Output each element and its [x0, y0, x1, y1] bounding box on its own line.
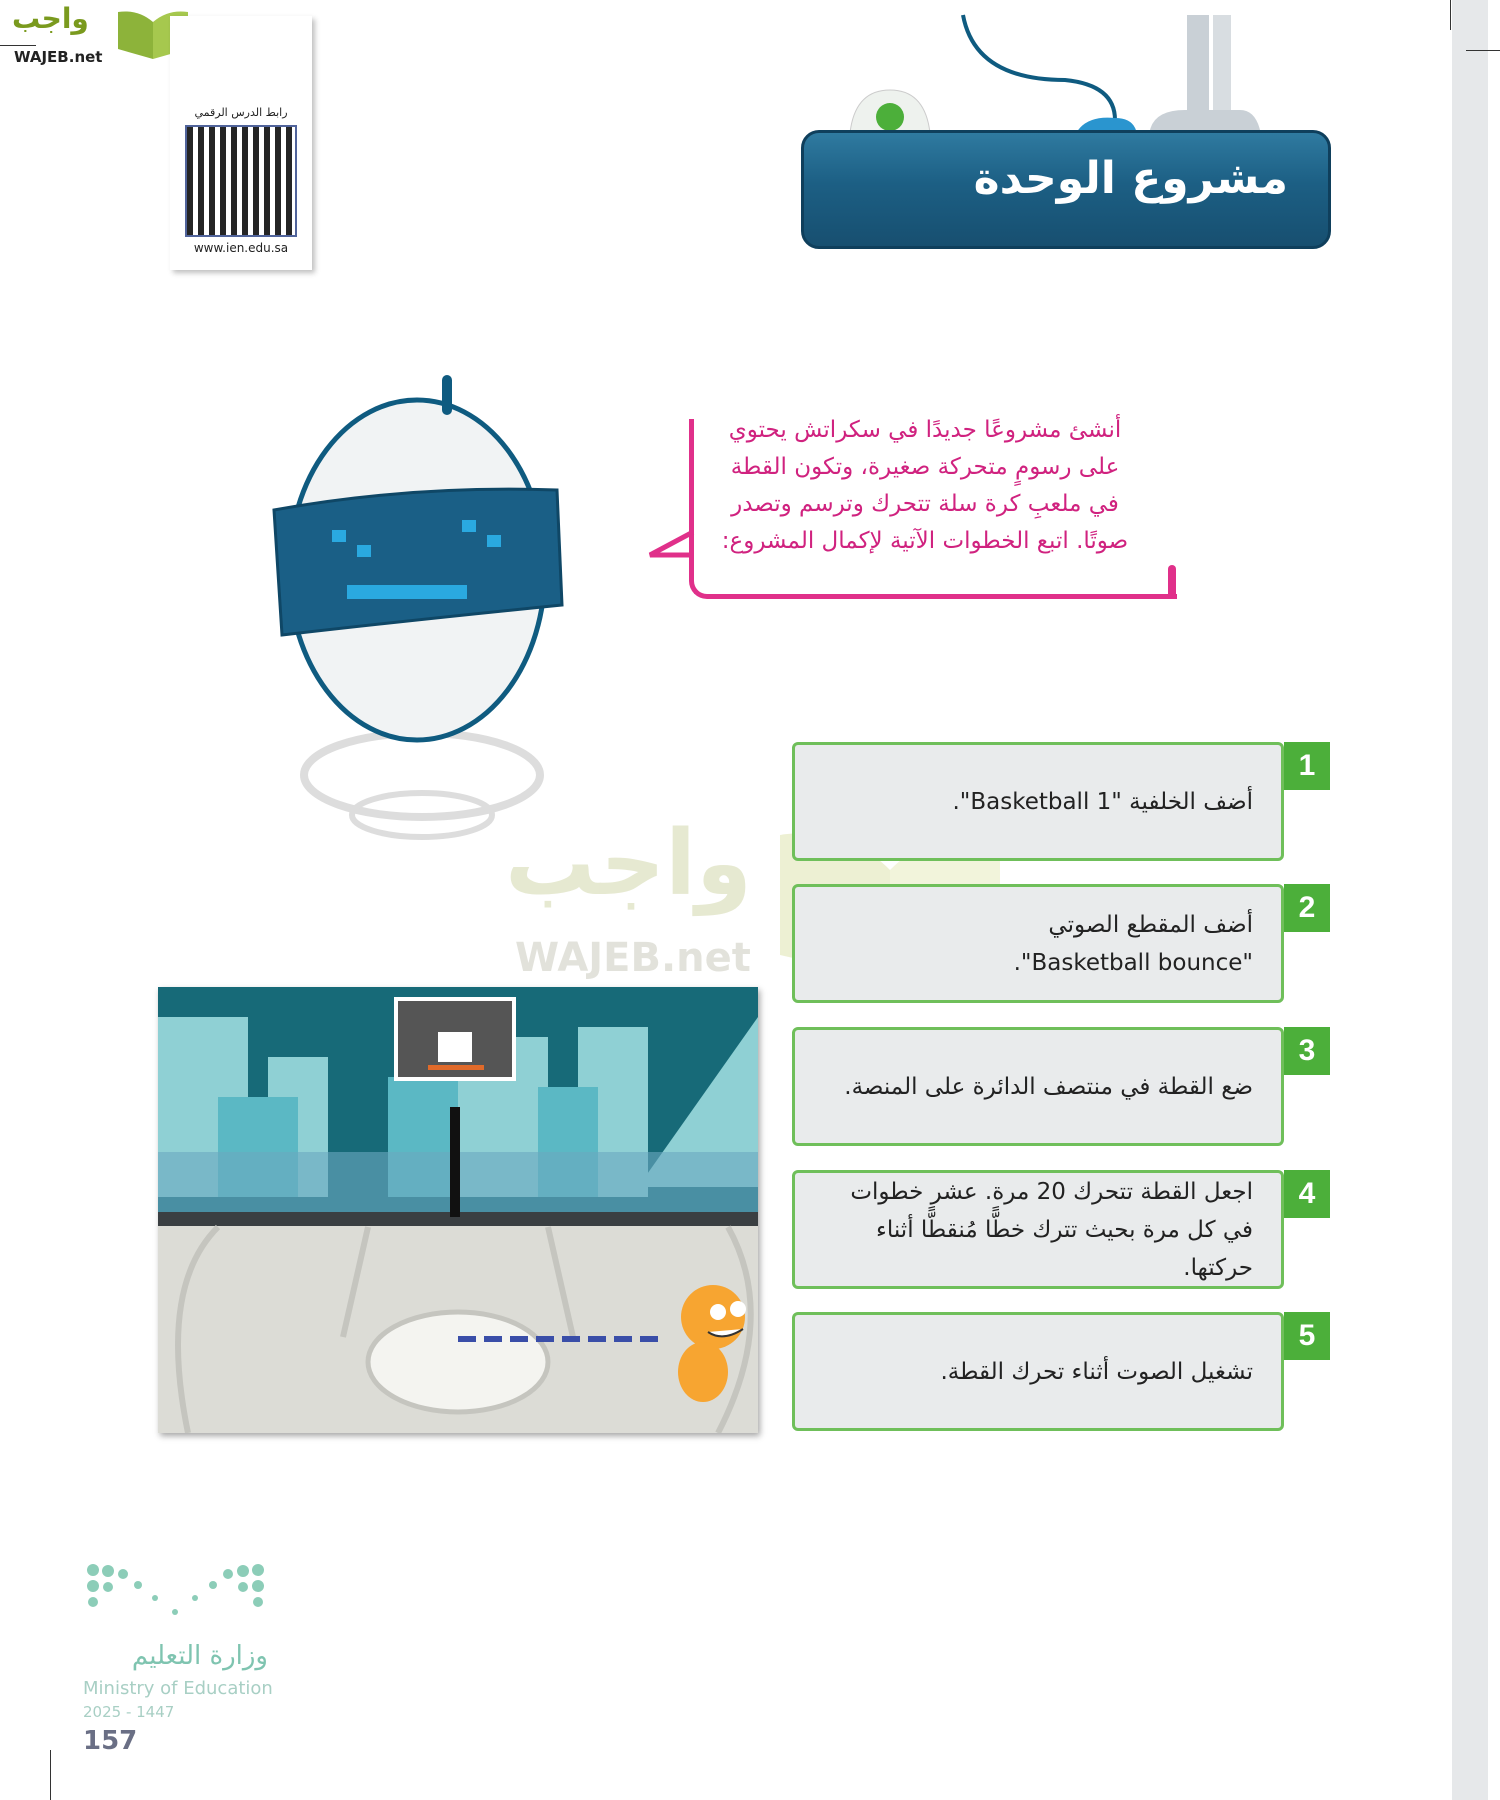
intro-text: أنشئ مشروعًا جديدًا في سكراتش يحتوي على رسومٍ متحركة صغيرة، وتكون القطة في ملعبِ كرة سلة تتحرك وترسم وتصدر صوتًا. اتبع الخطوات الآتية لإكمال المشروع: — [721, 417, 1129, 554]
ministry-of-education-logo: وزارة التعليم Ministry of Education 2025 - 1447 157 — [83, 1560, 283, 1760]
qr-card[interactable] — [170, 16, 312, 270]
step-3: ضع القطة في منتصف الدائرة على المنصة. — [792, 1027, 1284, 1146]
unit-project-banner — [801, 130, 1331, 249]
qr-label: رابط الدرس الرقمي — [194, 106, 288, 119]
wajeb-logo[interactable]: واجب WAJEB.net — [8, 2, 193, 68]
step-number: 3 — [1284, 1027, 1330, 1075]
page-edge-strip — [1452, 0, 1488, 1800]
step-number: 1 — [1284, 742, 1330, 790]
step-number: 5 — [1284, 1312, 1330, 1360]
step-number: 4 — [1284, 1170, 1330, 1218]
step-1: أضف الخلفية "Basketball 1". — [792, 742, 1284, 861]
qr-url[interactable]: www.ien.edu.sa — [193, 241, 289, 255]
page-number: 157 — [83, 1726, 138, 1756]
step-number: 2 — [1284, 884, 1330, 932]
step-5: تشغيل الصوت أثناء تحرك القطة. — [792, 1312, 1284, 1431]
banner-machine-art — [955, 10, 1275, 140]
basketball-court-image — [158, 987, 758, 1433]
step-4: اجعل القطة تتحرك 20 مرة. عشر خطوات في كل مرة بحيث تترك خطًّا مُنقطًّا أثناء حركتها. — [792, 1170, 1284, 1289]
step-2: أضف المقطع الصوتي "Basketball bounce". — [792, 884, 1284, 1003]
qr-code[interactable] — [185, 125, 297, 237]
page-title: مشروع الوحدة — [973, 153, 1288, 204]
crop-mark — [50, 1750, 51, 1800]
green-light-icon — [845, 85, 935, 135]
crop-mark — [1466, 50, 1500, 51]
speech-bubble-edge — [1168, 565, 1176, 599]
crop-mark — [1450, 0, 1451, 30]
ministry-dots-emblem — [83, 1560, 268, 1630]
speech-bubble-tail — [645, 530, 695, 580]
wajeb-watermark: واجب WAJEB.net — [505, 810, 1005, 990]
robot-illustration — [262, 370, 572, 850]
